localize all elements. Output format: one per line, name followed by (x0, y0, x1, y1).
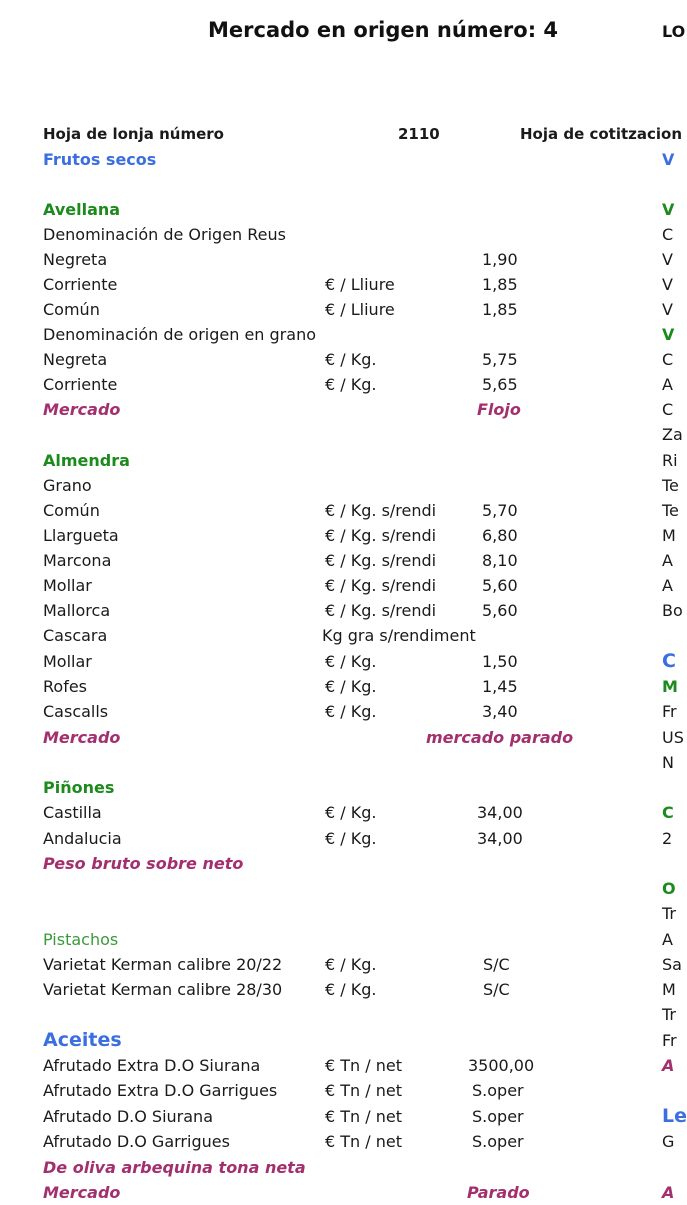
almendra-sub1: Grano (43, 476, 92, 495)
price-row-unit: € Tn / net (325, 1107, 402, 1126)
hoja-lonja-number: 2110 (398, 125, 440, 143)
price-row-name: Corriente (43, 275, 118, 294)
price-row-value: 5,70 (482, 501, 518, 520)
price-row-unit: € / Kg. (325, 677, 377, 696)
right-fragment: M (662, 526, 676, 545)
price-row-unit: € / Kg. s/rendi (325, 601, 437, 620)
right-fragment: G (662, 1132, 675, 1151)
price-row-value: S.oper (472, 1081, 524, 1100)
right-fragment: Tr (662, 904, 676, 923)
right-fragment: Te (662, 476, 679, 495)
avellana-sub2: Denominación de origen en grano (43, 325, 316, 344)
price-row-unit: € / Kg. (325, 980, 377, 999)
price-row-value: 34,00 (477, 803, 523, 822)
right-fragment: Ri (662, 451, 678, 470)
price-row-value: 1,85 (482, 275, 518, 294)
price-row-value: 1,45 (482, 677, 518, 696)
pinones-title: Piñones (43, 778, 115, 797)
right-fragment: V (662, 150, 675, 169)
pistachos-title: Pistachos (43, 930, 119, 949)
price-row-value: 8,10 (482, 551, 518, 570)
price-row-name: Afrutado D.O Siurana (43, 1107, 213, 1126)
price-row-unit: € / Kg. s/rendi (325, 501, 437, 520)
right-fragment: A (662, 375, 673, 394)
price-row-name: Marcona (43, 551, 112, 570)
price-row-name: Corriente (43, 375, 118, 394)
price-row-name: Castilla (43, 803, 102, 822)
price-row-value: 3500,00 (468, 1056, 535, 1075)
right-fragment: Fr (662, 1031, 677, 1050)
right-fragment: V (662, 325, 675, 344)
right-fragment: C (662, 650, 676, 672)
almendra-sub2-unit: Kg gra s/rendiment (322, 626, 476, 645)
right-fragment: C (662, 225, 674, 244)
aceites-mercado-value: Parado (467, 1183, 530, 1202)
price-row-name: Varietat Kerman calibre 28/30 (43, 980, 283, 999)
right-fragment: V (662, 200, 675, 219)
price-row-name: Común (43, 300, 100, 319)
price-row-unit: € / Kg. (325, 829, 377, 848)
aceites-mercado-label: Mercado (43, 1183, 121, 1202)
price-row-unit: € Tn / net (325, 1132, 402, 1151)
price-row-name: Negreta (43, 250, 108, 269)
almendra-sub2: Cascara (43, 626, 108, 645)
right-fragment: Le (662, 1105, 687, 1127)
price-row-name: Mallorca (43, 601, 111, 620)
price-row-value: S.oper (472, 1107, 524, 1126)
price-row-name: Afrutado Extra D.O Siurana (43, 1056, 261, 1075)
almendra-title: Almendra (43, 451, 130, 470)
price-row-value: 5,60 (482, 601, 518, 620)
price-row-unit: € / Kg. (325, 955, 377, 974)
price-row-name: Común (43, 501, 100, 520)
right-fragment: US (662, 728, 684, 747)
price-row-unit: € / Kg. s/rendi (325, 576, 437, 595)
price-row-unit: € / Kg. (325, 652, 377, 671)
right-fragment: Za (662, 425, 683, 444)
right-fragment: 2 (662, 829, 673, 848)
avellana-mercado-label: Mercado (43, 400, 121, 419)
page-title: Mercado en origen número: 4 (208, 18, 559, 42)
right-fragment: N (662, 753, 674, 772)
price-row-name: Afrutado Extra D.O Garrigues (43, 1081, 278, 1100)
price-row-unit: € Tn / net (325, 1056, 402, 1075)
right-fragment: A (662, 1056, 675, 1075)
hoja-cotitzacion-label: Hoja de cotitzacion (520, 125, 683, 143)
almendra-mercado-label: Mercado (43, 728, 121, 747)
avellana-sub1: Denominación de Origen Reus (43, 225, 286, 244)
price-row-unit: € / Kg. s/rendi (325, 551, 437, 570)
price-row-value: 34,00 (477, 829, 523, 848)
aceites-title: Aceites (43, 1029, 122, 1051)
price-row-name: Llargueta (43, 526, 119, 545)
right-fragment: A (662, 551, 673, 570)
section-frutos-secos: Frutos secos (43, 150, 157, 169)
price-row-value: S/C (483, 955, 510, 974)
right-fragment: C (662, 400, 674, 419)
right-fragment: Te (662, 501, 679, 520)
title-right-fragment: LO (662, 22, 686, 41)
price-row-unit: € / Kg. (325, 375, 377, 394)
price-row-name: Varietat Kerman calibre 20/22 (43, 955, 283, 974)
right-fragment: A (662, 930, 673, 949)
aceites-note: De oliva arbequina tona neta (43, 1158, 306, 1177)
right-fragment: V (662, 300, 673, 319)
price-row-unit: € Tn / net (325, 1081, 402, 1100)
right-fragment: M (662, 980, 676, 999)
right-fragment: Bo (662, 601, 683, 620)
price-row-unit: € / Lliure (325, 300, 395, 319)
price-row-value: 1,50 (482, 652, 518, 671)
price-row-value: 1,85 (482, 300, 518, 319)
price-row-value: S.oper (472, 1132, 524, 1151)
price-row-name: Mollar (43, 576, 92, 595)
price-row-value: 5,60 (482, 576, 518, 595)
price-row-name: Afrutado D.O Garrigues (43, 1132, 230, 1151)
avellana-title: Avellana (43, 200, 121, 219)
price-row-unit: € / Lliure (325, 275, 395, 294)
price-row-value: 1,90 (482, 250, 518, 269)
hoja-lonja-label: Hoja de lonja número (43, 125, 224, 143)
price-row-unit: € / Kg. (325, 350, 377, 369)
pinones-note: Peso bruto sobre neto (43, 854, 244, 873)
almendra-mercado-value: mercado parado (426, 728, 574, 747)
right-fragment: Fr (662, 702, 677, 721)
price-row-unit: € / Kg. s/rendi (325, 526, 437, 545)
price-row-name: Mollar (43, 652, 92, 671)
price-row-name: Cascalls (43, 702, 109, 721)
price-row-value: S/C (483, 980, 510, 999)
price-row-value: 3,40 (482, 702, 518, 721)
price-row-name: Andalucia (43, 829, 122, 848)
right-fragment: V (662, 250, 673, 269)
right-fragment: Tr (662, 1005, 676, 1024)
price-row-value: 6,80 (482, 526, 518, 545)
price-row-unit: € / Kg. (325, 803, 377, 822)
right-fragment: A (662, 576, 673, 595)
right-fragment: M (662, 677, 678, 696)
right-fragment: O (662, 879, 676, 898)
right-fragment: V (662, 275, 673, 294)
price-row-unit: € / Kg. (325, 702, 377, 721)
right-fragment: A (662, 1183, 675, 1202)
right-fragment: C (662, 803, 674, 822)
price-row-value: 5,65 (482, 375, 518, 394)
right-fragment: C (662, 350, 674, 369)
price-row-name: Negreta (43, 350, 108, 369)
right-fragment: Sa (662, 955, 682, 974)
price-row-name: Rofes (43, 677, 87, 696)
price-row-value: 5,75 (482, 350, 518, 369)
avellana-mercado-value: Flojo (477, 400, 521, 419)
